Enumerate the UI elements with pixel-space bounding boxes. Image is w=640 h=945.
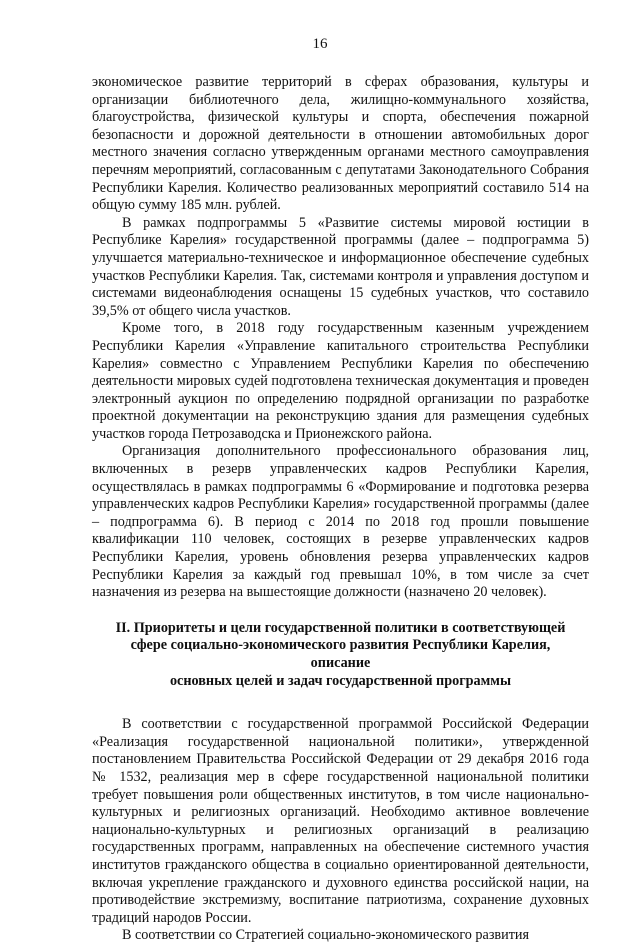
page-number: 16 — [312, 36, 328, 52]
paragraph-continuation: экономическое развитие территорий в сферах образования, культуры и организации библиотечного дела, жилищно-коммунального хозяйства, благоустройства, физической культуры и спорта, обеспечения пожарной безопасности и дорожной деятельности в отношении автомобильных дорог местного значения согласно утвержденным органами местного самоуправления перечням мероприятий, согласованным с депутатами Законодательного Собрания Республики Карелия. Количество реализованных мероприятий составило 514 на общую сумму 185 млн. рублей. — [92, 74, 589, 214]
paragraph-subprogram-5: В рамках подпрограммы 5 «Развитие системы мировой юстиции в Республике Карелия» государственной программы (далее – подпрограмма 5) улучшается материально-техническое и информационное обеспечение судебных участков Республики Карелия. Так, системами контроля и управления доступом и системами видеонаблюдения оснащены 15 судебных участков, что составило 39,5% от общего числа участков. — [92, 214, 589, 319]
section-heading — [92, 620, 589, 690]
paragraph-construction: Кроме того, в 2018 году государственным казенным учреждением Республики Карелия «Управление капитального строительства Республики Карелия» совместно с Управлением Республики Карелия по обеспечению деятельности мировых судей подготовлена техническая документация и проведен электронный аукцион по определению подрядной организации по разработке проектной документации на реконструкцию здания для размещения судебных участков города Петрозаводска и Прионежского района. — [92, 320, 589, 442]
section-heading-line: сфере социально-экономического развития Республики Карелия, описание — [130, 637, 551, 671]
section-heading-line: II. Приоритеты и цели государственной политики в соответствующей — [115, 619, 566, 636]
paragraph-strategy: В соответствии со Стратегией социально-экономического развития — [122, 927, 530, 944]
paragraph-national-policy: В соответствии с государственной программой Российской Федерации «Реализация государственной национальной политики», утвержденной постановлением Правительства Российской Федерации от 29 декабря 2016 года № 1532, реализация мер в сфере государственной национальной политики требует повышения роли общественных институтов, в том числе национально-культурных и религиозных организаций. Необходимо активное вовлечение национально-культурных и религиозных организаций в реализацию государственных программ, направленных на обеспечение системного участия институтов гражданского общества в социально ориентированной деятельности, включая укрепление гражданского и духовного единства российской нации, на противодействие экстремизму, воспитание патриотизма, сохранение духовных традиций народов России. — [92, 716, 589, 926]
section-heading-line: основных целей и задач государственной программы — [169, 672, 512, 689]
document-body — [92, 74, 589, 945]
paragraph-subprogram-6: Организация дополнительного профессионального образования лиц, включенных в резерв управленческих кадров Республики Карелия, осуществлялась в рамках подпрограммы 6 «Формирование и подготовка резерва управленческих кадров Республики Карелия» государственной программы (далее – подпрограмма 6). В период с 2014 по 2018 год прошли повышение квалификации 110 человек, состоящих в резерве управленческих кадров Республики Карелия, уровень обновления резерва управленческих кадров Республики Карелия за каждый год превышал 10%, в том числе за счет назначения из резерва на вышестоящие должности (назначено 20 человек). — [92, 443, 589, 601]
